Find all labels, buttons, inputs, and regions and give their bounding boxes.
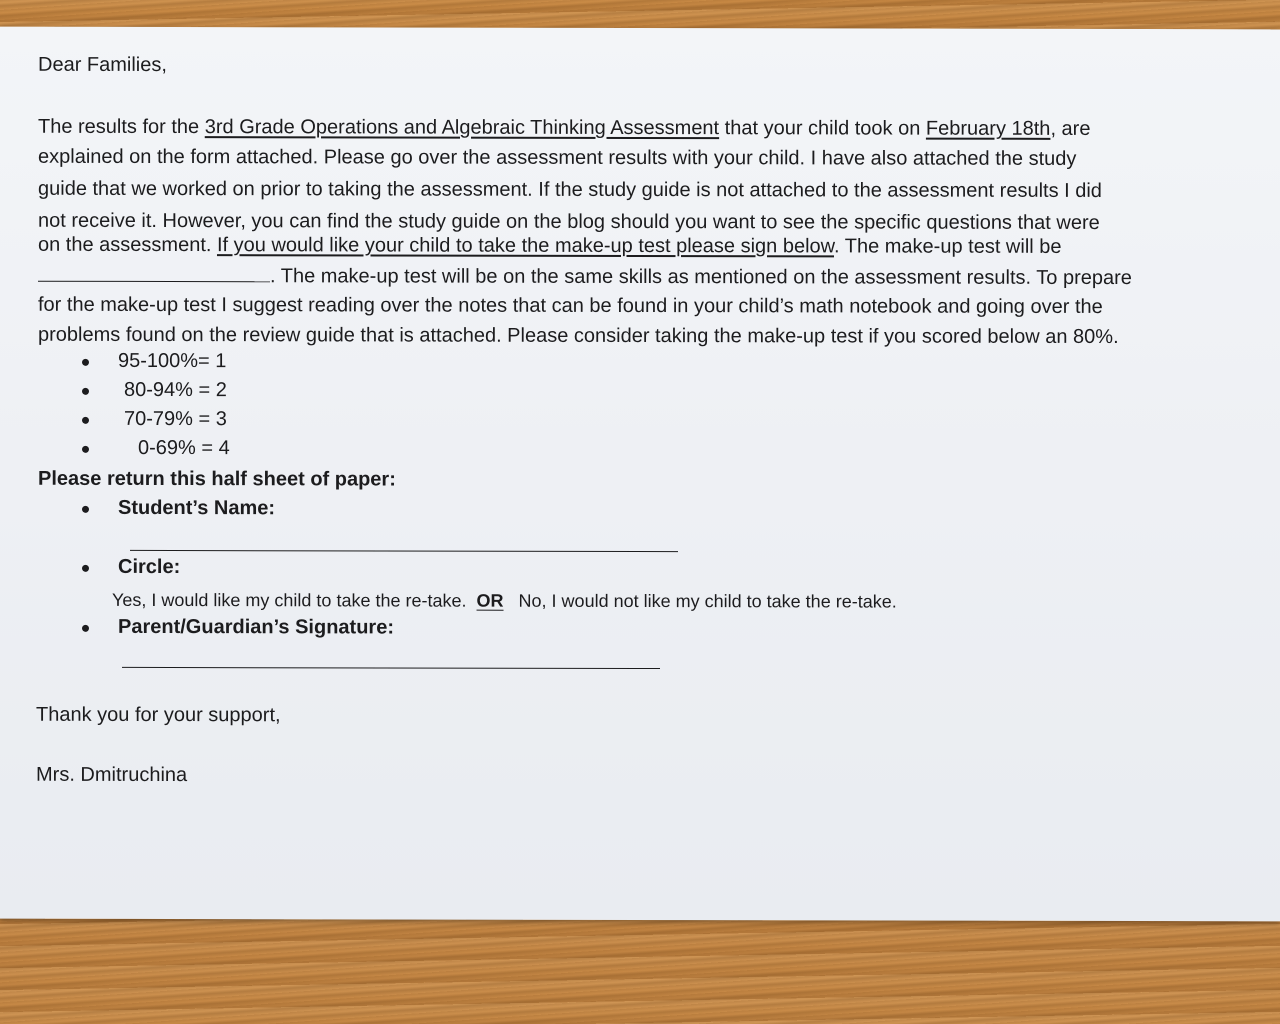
closing: Thank you for your support, — [36, 703, 281, 727]
bullet — [82, 359, 89, 366]
text-segment: on the assessment. — [38, 233, 217, 257]
return-heading: Please return this half sheet of paper: — [38, 467, 396, 491]
scale-item: 0-69% = 4 — [138, 436, 230, 460]
paragraph-line-7: for the make-up test I suggest reading over the notes that can be found in your child’s math notebook and going over the — [38, 293, 1103, 318]
bullet — [82, 446, 89, 453]
circle-label: Circle: — [118, 555, 181, 579]
text-segment: that your child took on — [719, 117, 926, 140]
text-segment: The results for the — [38, 115, 205, 139]
greeting: Dear Families, — [38, 53, 167, 77]
scale-item: 95-100%= 1 — [118, 349, 227, 373]
paragraph-line-6 — [38, 263, 1132, 290]
make-up-date-blank — [38, 263, 270, 282]
text-segment: . The make-up test will be — [834, 235, 1062, 258]
text-segment: , are — [1050, 117, 1091, 140]
paragraph-line-5 — [38, 233, 1062, 259]
text-segment: . The make-up test will be on the same skills as mentioned on the assessment results. To prepare — [270, 265, 1132, 290]
signature-line[interactable] — [122, 667, 660, 669]
circle-options — [112, 588, 897, 614]
student-name-label: Student’s Name: — [118, 496, 276, 520]
paragraph-line-1 — [38, 115, 1090, 141]
bullet — [82, 506, 89, 513]
signature-label: Parent/Guardian’s Signature: — [118, 615, 394, 639]
option-or: OR — [476, 590, 504, 611]
bullet — [82, 417, 89, 424]
paragraph-line-2: explained on the form attached. Please go over the assessment results with your child. I have also attached the study — [38, 145, 1077, 170]
bullet — [82, 388, 89, 395]
sign-below-instruction: If you would like your child to take the make-up test please sign below — [216, 234, 834, 258]
option-yes[interactable]: Yes, I would like my child to take the re-take. — [112, 589, 467, 611]
assessment-name: 3rd Grade Operations and Algebraic Thinking Assessment — [204, 116, 720, 140]
paragraph-line-8: problems found on the review guide that is attached. Please consider taking the make-up test if you scored below an 80%. — [38, 323, 1119, 349]
letter-sheet — [0, 27, 1280, 922]
paragraph-line-3: guide that we worked on prior to taking the assessment. If the study guide is not attached to the assessment results I did — [38, 177, 1102, 202]
bullet — [82, 565, 89, 572]
option-no[interactable]: No, I would not like my child to take the re-take. — [518, 590, 897, 612]
assessment-date: February 18th — [925, 117, 1051, 140]
paragraph-line-4: not receive it. However, you can find the study guide on the blog should you want to see the specific questions that were — [38, 209, 1100, 234]
scale-item: 80-94% = 2 — [124, 378, 227, 402]
bullet — [82, 625, 89, 632]
teacher-signature: Mrs. Dmitruchina — [36, 763, 188, 787]
scale-item: 70-79% = 3 — [124, 407, 227, 431]
student-name-line[interactable] — [130, 550, 678, 552]
